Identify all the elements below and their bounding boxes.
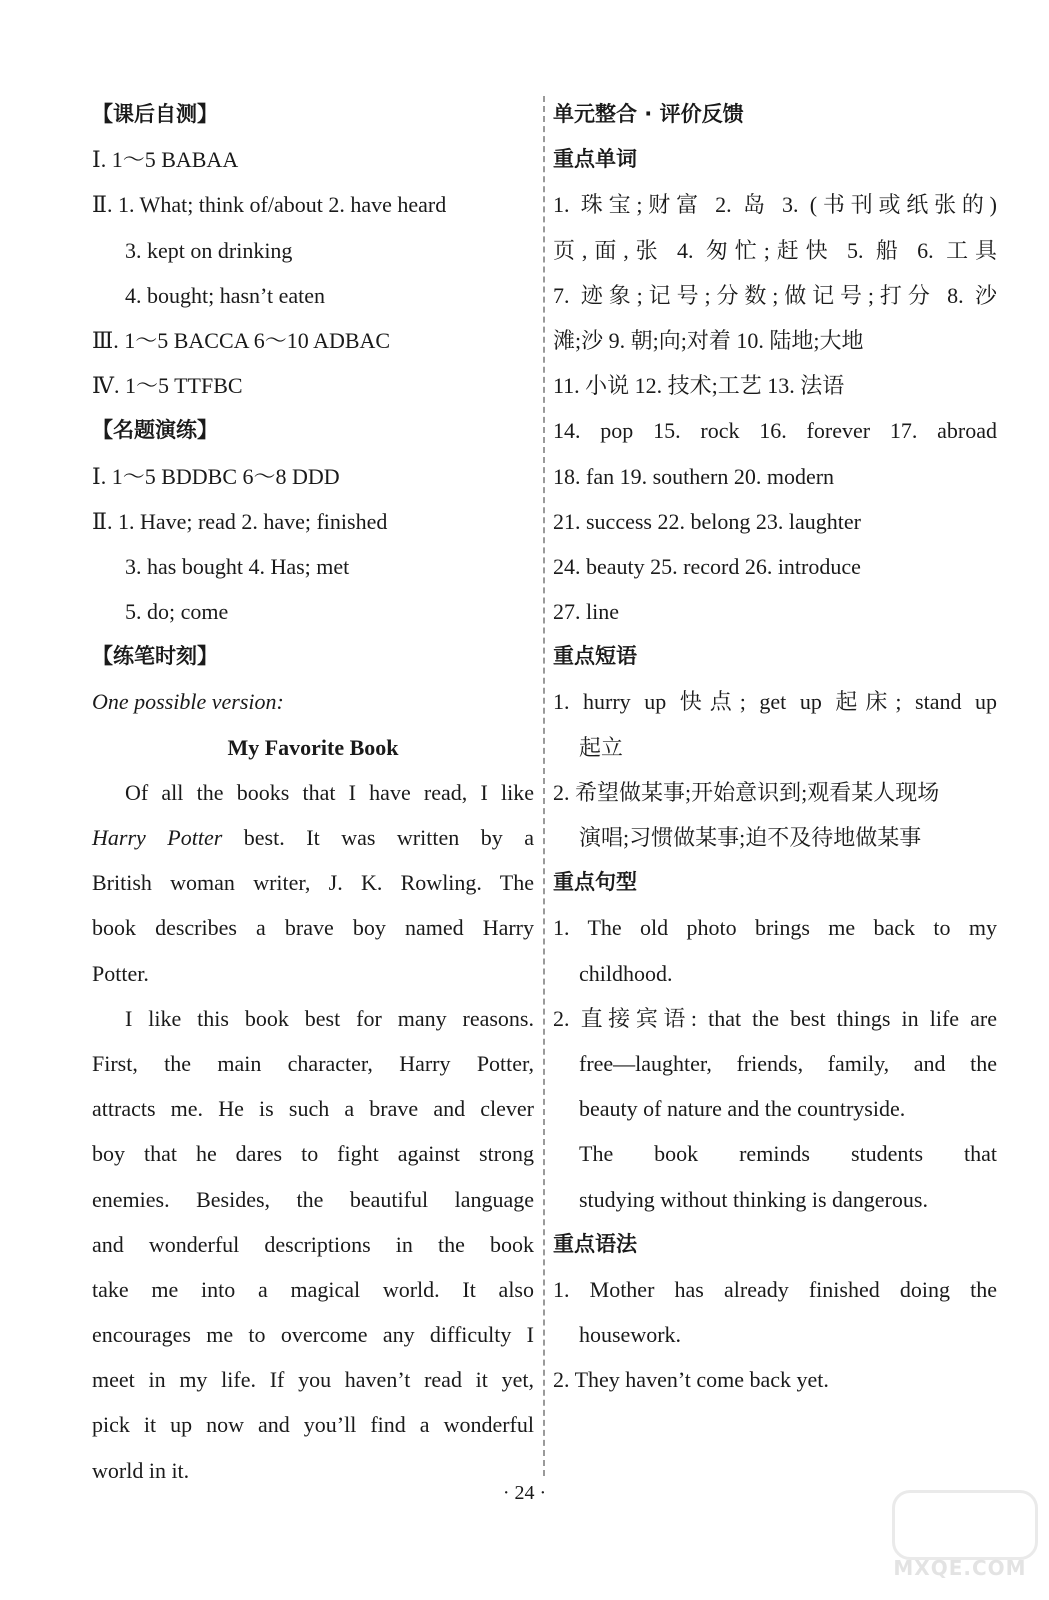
right-column xyxy=(553,92,997,1402)
essay-line: I like this book best for many reasons. xyxy=(125,1005,534,1031)
essay-title: My Favorite Book xyxy=(227,734,399,760)
grammar-line: housework. xyxy=(579,1322,682,1348)
left-column xyxy=(92,92,534,1493)
grammar-line: 2. They haven’t come back yet. xyxy=(553,1367,829,1393)
section-heading-famous: 【名题演练】 xyxy=(92,418,218,443)
word-line: 21. success 22. belong 23. laughter xyxy=(553,508,861,534)
watermark-text: MXQE.COM xyxy=(893,1556,1027,1580)
watermark-badge-icon xyxy=(892,1490,1038,1560)
sentence-line: 2. 直接宾语: that the best things in life are xyxy=(553,1005,997,1031)
unit-title: 单元整合 · 评价反馈 xyxy=(553,102,744,126)
answer-line: Ⅰ. 1～5 BABAA xyxy=(92,147,239,173)
word-line: 27. line xyxy=(553,599,619,625)
grammar-line: 1. Mother has already finished doing the xyxy=(553,1276,997,1302)
sentence-line: childhood. xyxy=(579,960,673,986)
essay-line: Potter. xyxy=(92,960,149,986)
word-line: 18. fan 19. southern 20. modern xyxy=(553,463,835,489)
word-line: 7. 迹象;记号;分数;做记号;打分 8. 沙 xyxy=(553,282,997,308)
section-heading-self-test: 【课后自测】 xyxy=(92,102,218,126)
word-line: 24. beauty 25. record 26. introduce xyxy=(553,553,861,579)
sentence-line: beauty of nature and the countryside. xyxy=(579,1096,906,1122)
essay-line: take me into a magical world. It also xyxy=(92,1276,534,1302)
section-heading-phrases: 重点短语 xyxy=(553,644,637,669)
word-line: 14. pop 15. rock 16. forever 17. abroad xyxy=(553,418,997,444)
answer-line: Ⅰ. 1～5 BDDBC 6～8 DDD xyxy=(92,463,340,489)
essay-line xyxy=(92,815,534,860)
essay-line-rest: best. It was written by a xyxy=(243,825,535,850)
essay-line: world in it. xyxy=(92,1457,190,1483)
word-line: 页,面,张 4. 匆忙;赶快 5. 船 6. 工具 xyxy=(553,237,997,263)
watermark-logo xyxy=(880,1488,1040,1588)
essay-line: boy that he dares to fight against strong xyxy=(92,1141,534,1167)
word-line: 滩;沙 9. 朝;向;对着 10. 陆地;大地 xyxy=(553,327,864,353)
book-name: Harry Potter xyxy=(92,825,223,850)
section-heading-grammar: 重点语法 xyxy=(553,1231,637,1256)
section-heading-words: 重点单词 xyxy=(553,147,637,172)
answer-line: Ⅳ. 1～5 TTFBC xyxy=(92,373,243,399)
page-number: · 24 · xyxy=(502,1482,547,1504)
sentence-line: The book reminds students that xyxy=(579,1141,997,1167)
essay-line: British woman writer, J. K. Rowling. The xyxy=(92,870,534,896)
phrase-line: 1. hurry up 快点; get up 起床; stand up xyxy=(553,689,997,715)
essay-line: meet in my life. If you haven’t read it yet, xyxy=(92,1367,534,1393)
answer-line: 5. do; come xyxy=(125,599,229,625)
word-line: 1. 珠宝;财富 2. 岛 3. (书刊或纸张的) xyxy=(553,192,997,218)
answer-line: Ⅲ. 1～5 BACCA 6～10 ADBAC xyxy=(92,327,391,353)
essay-line: First, the main character, Harry Potter, xyxy=(92,1050,534,1076)
phrase-line: 2. 希望做某事;开始意识到;观看某人现场 xyxy=(553,779,940,805)
column-divider xyxy=(543,96,545,1476)
essay-line: encourages me to overcome any difficulty I xyxy=(92,1322,534,1348)
sentence-line: free—laughter, friends, family, and the xyxy=(579,1050,997,1076)
answer-line: 3. kept on drinking xyxy=(125,237,293,263)
answer-line: 3. has bought 4. Has; met xyxy=(125,553,350,579)
word-line: 11. 小说 12. 技术;工艺 13. 法语 xyxy=(553,373,845,399)
essay-line: attracts me. He is such a brave and clever xyxy=(92,1096,534,1122)
sentence-line: 1. The old photo brings me back to my xyxy=(553,915,997,941)
answer-line: Ⅱ. 1. Have; read 2. have; finished xyxy=(92,508,388,534)
essay-line: enemies. Besides, the beautiful language xyxy=(92,1186,534,1212)
phrase-line: 演唱;习惯做某事;迫不及待地做某事 xyxy=(579,825,922,850)
phrase-line: 起立 xyxy=(579,734,624,760)
essay-line: Of all the books that I have read, I like xyxy=(125,779,534,805)
answer-line: Ⅱ. 1. What; think of/about 2. have heard xyxy=(92,192,447,218)
essay-line: pick it up now and you’ll find a wonderful xyxy=(92,1412,534,1438)
sentence-line: studying without thinking is dangerous. xyxy=(579,1186,928,1212)
essay-line: book describes a brave boy named Harry xyxy=(92,915,534,941)
answer-line: 4. bought; hasn’t eaten xyxy=(125,282,325,308)
essay-line: and wonderful descriptions in the book xyxy=(92,1231,534,1257)
essay-intro: One possible version: xyxy=(92,689,284,715)
section-heading-sentences: 重点句型 xyxy=(553,870,637,895)
section-heading-writing: 【练笔时刻】 xyxy=(92,644,218,669)
